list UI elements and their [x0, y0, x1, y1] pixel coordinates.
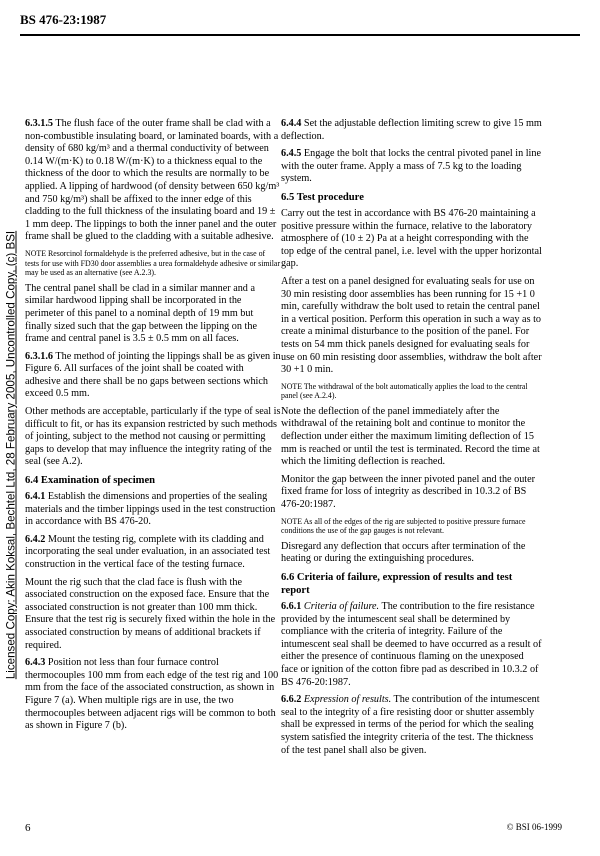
left-column	[25, 118, 281, 738]
note: NOTE As all of the edges of the rig are subjected to positive pressure furnace conditions the use of the gap gauges is not relevant.	[281, 516, 526, 536]
clause-6-4-5: 6.4.5 Engage the bolt that locks the central pivoted panel in line with the outer frame. Apply a mass of 7.5 kg to the loading system.	[281, 148, 541, 185]
license-watermark	[0, 60, 22, 850]
copyright: © BSI 06-1999	[506, 822, 562, 832]
note: NOTE The withdrawal of the bolt automatically applies the load to the central panel (see A.2.4).	[281, 381, 528, 401]
right-column	[281, 118, 543, 762]
paragraph: The central panel shall be clad in a similar manner and a similar hardwood lipping shall be incorporated in the perimeter of this panel to a nominal depth of 19 mm but finally sized such that the gap between the lipping on the frame and central panel is 3.5 ± 0.5 mm on all faces.	[25, 282, 257, 345]
license-watermark-text: Licensed Copy: Akin Koksal, Bechtel Ltd, 28 February 2005, Uncontrolled Copy, (c) BSI	[4, 230, 18, 680]
paragraph: Mount the rig such that the clad face is flush with the associated construction on the exposed face. Ensure that the associated construction is not greater than 100 mm thick. Ensure that the test rig is securely fixed within the hole in the associated construction by means of additional brackets if required.	[25, 576, 276, 651]
clause-6-3-1-6: 6.3.1.6 The method of jointing the lippings shall be as given in Figure 6. All surfaces of the joint shall be coated with adhesive and there shall be no gaps between sections which exceed 0.5 mm.	[25, 350, 281, 400]
section-heading-6-6: 6.6 Criteria of failure, expression of results and test report	[281, 572, 513, 596]
paragraph: Disregard any deflection that occurs after termination of the heating or during the extinguishing procedures.	[281, 540, 526, 565]
paragraph: Other methods are acceptable, particularly if the type of seal is difficult to fit, or has its expansion restricted by such methods of jointing, subject to the method not causing or permitting gaps to develop that may influence the integrity rating of the seal (see A.2).	[25, 406, 281, 468]
clause-6-4-1: 6.4.1 Establish the dimensions and properties of the sealing materials and the timber lippings used in the test construction in accordance with BS 476-20.	[25, 491, 276, 528]
section-heading-6-4: 6.4 Examination of specimen	[25, 475, 156, 487]
header-rule	[20, 34, 580, 36]
paragraph: Carry out the test in accordance with BS 476-20 maintaining a positive pressure within the furnace, relative to the laboratory atmosphere of (10 ± 2) Pa at a height corresponding with the top edge of the central panel, i.e. level with the upper horizontal gap.	[281, 207, 542, 270]
clause-6-6-1: 6.6.1 Criteria of failure. The contribution to the fire resistance provided by the intumescent seal shall be determined by compliance with the criteria of integrity. Failure of the intumescent seal shall be deemed to have occurred as a result of either the presence of continuous flaming on the unexposed face or ignition of the cotton fibre pad as described in 10.3.2 of BS 476-20:1987.	[281, 601, 542, 688]
clause-6-4-3: 6.4.3 Position not less than four furnace control thermocouples 100 mm from each edge of the test rig and 100 mm from the face of the associated construction, as shown in Figure 7 (a). When multiple rigs are in use, the two thermocouples between adjacent rigs will be common to both as shown in Figure 7 (b).	[25, 657, 279, 732]
page-number: 6	[25, 822, 31, 834]
clause-6-3-1-5: 6.3.1.5 The flush face of the outer frame shall be clad with a non-combustible insulating board, or laminated boards, with a density of 680 kg/m³ and a thermal conductivity of between 0.14 W/(m·K) to 0.18 W/(m·K) to a thickness equal to the thickness of the door to which the results are normally to be applied. A lipping of hardwood (of density between 650 kg/m³ and 750 kg/m³) shall be affixed to the inner edge of this cladding to the full thickness of the insulating board and 19 ± 1 mm deep. The lippings to both the inner panel and the outer frame shall be glued to the cladding with a suitable adhesive.	[25, 118, 280, 243]
clause-6-4-4: 6.4.4 Set the adjustable deflection limiting screw to give 15 mm deflection.	[281, 118, 542, 142]
clause-6-4-2: 6.4.2 Mount the testing rig, complete with its cladding and incorporating the seal under evaluation, in an associated test construction in the vertical face of the testing furnace.	[25, 533, 271, 570]
paragraph: Note the deflection of the panel immediately after the withdrawal of the retaining bolt and continue to monitor the deflection under either the maximum limiting deflection of 15 mm is reached or until the test is terminated. Record the time at which the limiting deflection is reached.	[281, 405, 540, 468]
note: NOTE Resorcinol formaldehyde is the preferred adhesive, but in the case of tests for use with FD30 door assemblies a urea formaldehyde adhesive or similar may be used as an alternative (see A.2.3).	[25, 248, 281, 278]
section-heading-6-5: 6.5 Test procedure	[281, 191, 364, 203]
document-header: BS 476-23:1987	[20, 12, 107, 27]
paragraph: Monitor the gap between the inner pivoted panel and the outer fixed frame for loss of integrity as described in 10.3.2 of BS 476-20:1987.	[281, 473, 536, 511]
paragraph: After a test on a panel designed for evaluating seals for use on 30 min resisting door assemblies has been running for 15 +1 0 min, carefully withdraw the bolt used to retain the central panel in a vertical position. Perform this operation in such a way as to create a minimal disturbance to the position of the panel. For tests on 54 mm thick panels designed for evaluating seals for use on 60 min resisting door assemblies, withdraw the bolt after 30 +1 0 min.	[281, 275, 542, 376]
clause-6-6-2: 6.6.2 Expression of results. The contribution of the intumescent seal to the integrity of a fire resisting door or shutter assembly shall be expressed in terms of the period for which the sealing system satisfied the integrity criteria of the test. The thickness of the test panel shall also be given.	[281, 694, 540, 756]
